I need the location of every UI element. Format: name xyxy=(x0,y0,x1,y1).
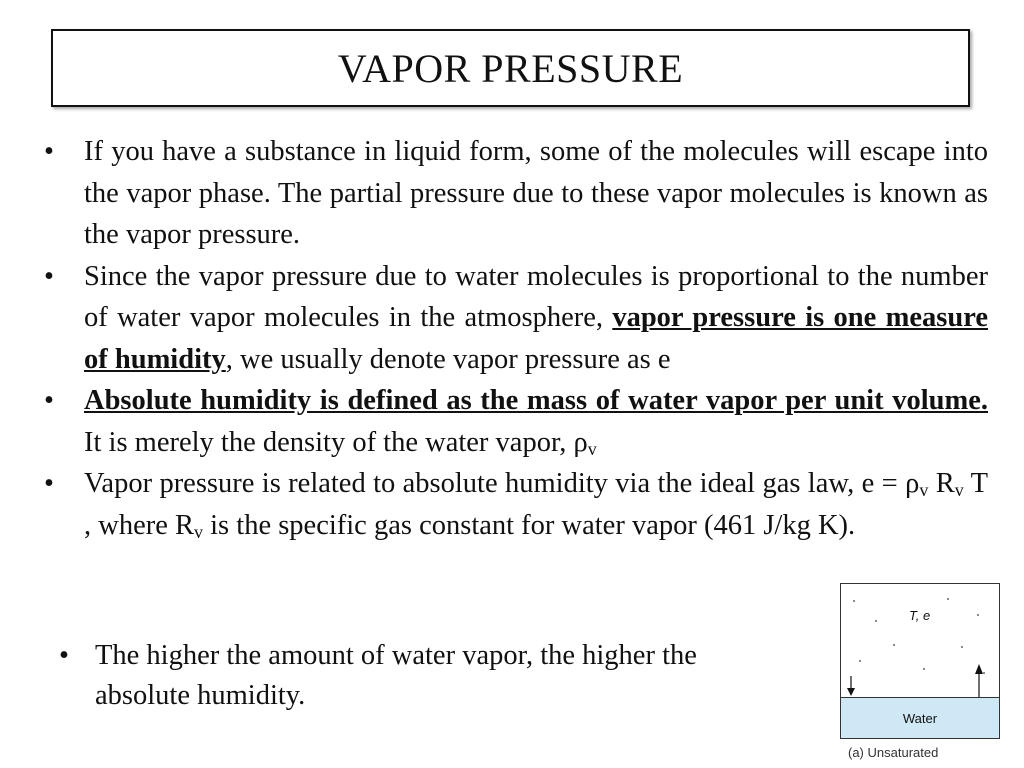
subscript: v xyxy=(954,480,964,500)
emphasis-text: Absolute humidity is defined as the mass of water vapor per unit volume. xyxy=(84,385,988,416)
subscript: v xyxy=(919,480,929,500)
bullet-text: T , where R xyxy=(84,468,988,541)
unsaturated-figure xyxy=(840,583,1002,768)
bullet-text: , we usually denote vapor pressure as e xyxy=(225,343,671,375)
bullet-dot-icon: • xyxy=(44,385,54,416)
emphasis-text: vapor pressure is one measure of humidity xyxy=(84,302,988,375)
bullet-text: is the specific gas constant for water vapor (461 J/kg K). xyxy=(203,509,856,541)
bullet-item xyxy=(44,131,988,256)
container-diagram xyxy=(840,583,1000,739)
bullet-dot-icon: • xyxy=(44,260,54,292)
bullet-item xyxy=(59,636,785,716)
bullet-item xyxy=(44,256,988,381)
bullet-item xyxy=(44,380,988,463)
te-label: T, e xyxy=(909,608,931,623)
slide-title: VAPOR PRESSURE xyxy=(337,45,684,91)
bullet-list xyxy=(44,131,988,546)
bullet-dot-icon: • xyxy=(44,136,54,167)
bullet-dot-icon: • xyxy=(44,468,54,499)
bullet-text: If you have a substance in liquid form, some of the molecules will escape into the vapor phase. The partial pressure due to these vapor molecules is known as the vapor pressure. xyxy=(84,136,988,250)
water-layer xyxy=(841,697,999,738)
bullet-text: The higher the amount of water vapor, the higher the absolute humidity. xyxy=(95,640,697,711)
figure-caption: (a) Unsaturated xyxy=(848,745,939,760)
bullet-text: R xyxy=(928,468,955,499)
bullet-text: Vapor pressure is related to absolute humidity via the ideal gas law, e = ρ xyxy=(84,468,920,499)
bullet-item xyxy=(44,463,988,546)
bullet-dot-icon: • xyxy=(59,640,69,671)
subscript: v xyxy=(587,438,597,459)
water-label: Water xyxy=(902,710,938,726)
bullet-text: Since the vapor pressure due to water molecules is proportional to the number of water vapor molecules in the atmosphere, xyxy=(84,260,988,333)
bullet-text: It is merely the density of the water vapor, ρ xyxy=(84,426,588,458)
slide-title-box xyxy=(51,29,970,107)
subscript: v xyxy=(194,521,204,542)
